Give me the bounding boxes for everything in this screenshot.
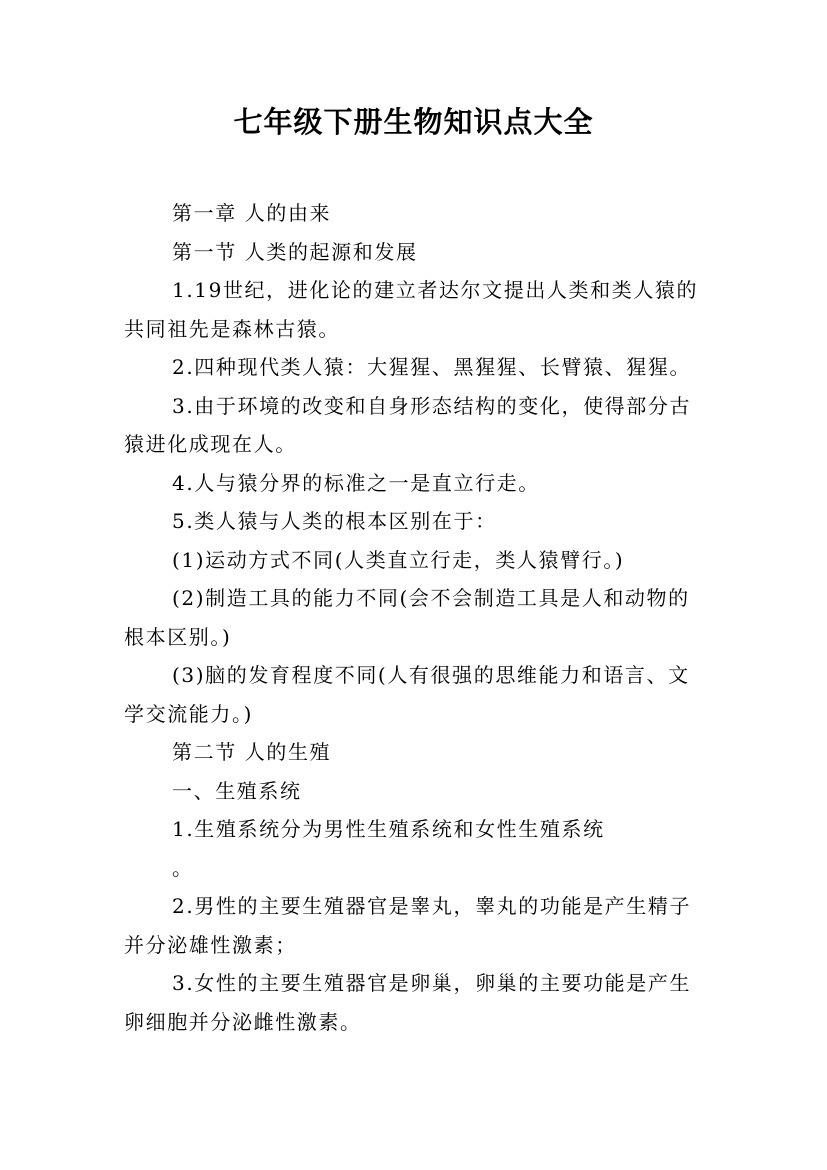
paragraph-line: (3)脑的发育程度不同(人有很强的思维能力和语言、文	[172, 663, 690, 687]
paragraph-line: 4.人与猿分界的标准之一是直立行走。	[172, 470, 540, 495]
paragraph-line: (1)运动方式不同(人类直立行走，类人猿臂行。)	[172, 547, 625, 572]
paragraph-line: 共同祖先是森林古猿。	[124, 316, 340, 341]
paragraph-line: 3.女性的主要生殖器官是卵巢，卵巢的主要功能是产生	[172, 971, 692, 995]
paragraph-line: 卵细胞并分泌雌性激素。	[124, 1009, 362, 1034]
paragraph-line: 猿进化成现在人。	[124, 432, 297, 456]
section-heading: 第一节 人类的起源和发展	[172, 239, 418, 264]
paragraph-line: 1.19世纪，进化论的建立者达尔文提出人类和类人猿的	[172, 278, 699, 302]
paragraph-line: 并分泌雄性激素；	[124, 932, 297, 957]
paragraph-line: 2.四种现代类人猿：大猩猩、黑猩猩、长臂猿、猩猩。	[172, 355, 692, 379]
paragraph-line: 1.生殖系统分为男性生殖系统和女性生殖系统	[172, 817, 605, 841]
paragraph-line: 。	[172, 855, 194, 880]
subsection-heading: 一、生殖系统	[172, 778, 302, 803]
chapter-heading: 第一章 人的由来	[172, 201, 332, 225]
paragraph-line: (2)制造工具的能力不同(会不会制造工具是人和动物的	[172, 586, 690, 610]
document-title: 七年级下册生物知识点大全	[233, 105, 594, 139]
section-heading: 第二节 人的生殖	[172, 740, 332, 764]
document-body	[124, 194, 714, 1041]
paragraph-line: 5.类人猿与人类的根本区别在于：	[172, 509, 497, 533]
paragraph-line: 3.由于环境的改变和自身形态结构的变化，使得部分古	[172, 393, 692, 418]
paragraph-line: 2.男性的主要生殖器官是睾丸，睾丸的功能是产生精子	[172, 894, 692, 918]
paragraph-line: 根本区别。)	[124, 624, 232, 649]
paragraph-line: 学交流能力。)	[124, 701, 254, 726]
